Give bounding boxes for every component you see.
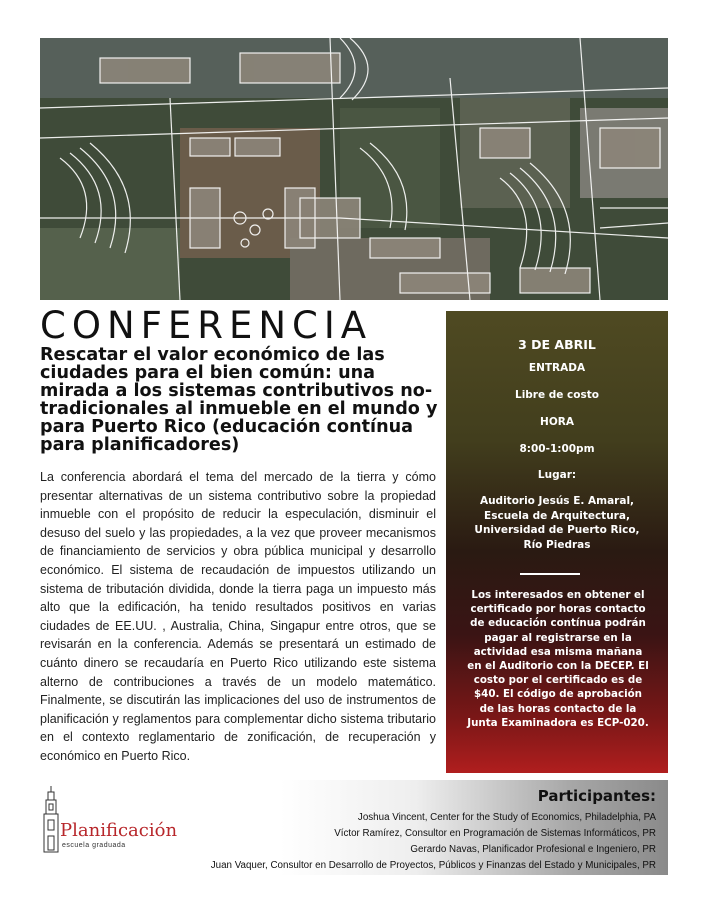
- footer: [40, 780, 668, 875]
- venue-line: Río Piedras: [523, 538, 591, 551]
- participants-title: Participantes:: [537, 787, 656, 805]
- conference-description: La conferencia abordará el tema del mercado de la tierra y cómo presentar alternativas de un sistema contributivo sobre la propiedad inmueble con el propósito de reducir la especulación, disminuir el desuso del suelo y las propiedades, a la vez que proveer mecanismos de financiamiento de servicios y obra pública municipal y desarrollo económico. El sistema de recaudación de impuestos utilizando un sistema de tributación dividida, donde la tierra paga un impuesto más alto que la edificación, ha tenido resultados positivos en varias ciudades de EE.UU. , Australia, China, Singapur entre otros, que se revisarán en la conferencia. Además se presentará un estimado de cuánto dinero se recaudaría en Puerto Rico utilizando este sistema alterno de contribuciones a través de un modelo matemático. Finalmente, se discutirán las implicaciones del uso de instrumentos de planificación y reglamentos para complementar dicho sistema tributario en el contexto reglamentario de zonificación, de recuperación y económico en Puerto Rico.: [40, 470, 436, 763]
- certificate-note: Los interesados en obtener el certificado por horas contacto de educación contínua podrán pagar al registrarse en la actividad esa misma mañana en el Auditorio con la DECEP. El costo por el certificado es de $40. El código de aprobación de las horas contacto de la Junta Examinadora es ECP-020.: [467, 589, 649, 729]
- aerial-campus-image: [40, 38, 668, 300]
- place-label: Lugar:: [537, 469, 577, 481]
- page-title: CONFERENCIA: [40, 304, 373, 347]
- logo-subtitle: escuela graduada: [62, 842, 126, 849]
- tower-icon: [40, 784, 62, 854]
- participant: Víctor Ramírez, Consultor en Programación de Sistemas Informáticos, PR: [334, 828, 656, 839]
- logo-wordmark: Planificación: [60, 820, 178, 841]
- venue-line: Auditorio Jesús E. Amaral,: [479, 495, 635, 507]
- venue-line: Universidad de Puerto Rico,: [474, 524, 640, 536]
- conference-subtitle: Rescatar el valor económico de las ciudades para el bien común: una mirada a los sistemas contributivos no-tradicionales al inmueble en el mundo y para Puerto Rico (educación contínua para planificadores): [40, 345, 438, 455]
- entry-value: Libre de costo: [515, 389, 599, 401]
- entry-label: ENTRADA: [528, 362, 586, 374]
- participants-panel: [210, 780, 668, 875]
- divider: [520, 573, 580, 575]
- time-label: HORA: [540, 416, 574, 428]
- event-date: 3 DE ABRIL: [518, 337, 596, 352]
- time-value: 8:00-1:00pm: [519, 443, 595, 455]
- participant: Juan Vaquer, Consultor en Desarrollo de Proyectos, Públicos y Finanzas del Estado y Municipales, PR: [210, 860, 656, 871]
- venue: [446, 494, 668, 552]
- participant: Joshua Vincent, Center for the Study of Economics, Philadelphia, PA: [357, 812, 656, 823]
- participant: Gerardo Navas, Planificador Profesional e Ingeniero, PR: [410, 844, 656, 855]
- event-info-panel: [446, 311, 668, 773]
- venue-line: Escuela de Arquitectura,: [484, 509, 630, 522]
